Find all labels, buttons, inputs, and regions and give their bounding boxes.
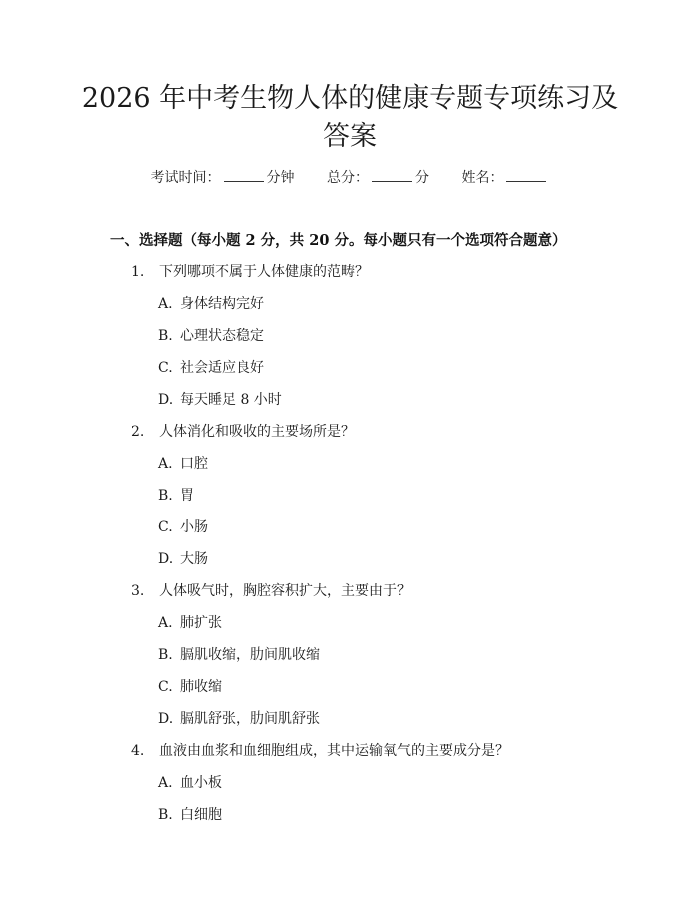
question-4-option-b — [158, 804, 222, 824]
option-letter: B. — [158, 328, 173, 344]
page-title-line-2: 答案 — [323, 121, 377, 152]
student-name-blank — [506, 169, 546, 182]
exam-time-label: 考试时间： — [150, 170, 221, 186]
option-letter: A. — [158, 456, 173, 472]
question-1-option-c — [158, 357, 264, 377]
question-2-option-d — [158, 548, 208, 568]
option-text: 小肠 — [180, 519, 208, 535]
question-3-option-d — [158, 708, 320, 728]
question-text: 下列哪项不属于人体健康的范畴？ — [159, 264, 369, 280]
option-letter: D. — [158, 392, 174, 408]
option-text: 社会适应良好 — [180, 360, 264, 376]
question-3-option-b — [158, 644, 320, 664]
question-1-option-b — [158, 325, 264, 345]
total-score-blank — [372, 169, 412, 182]
question-1-option-a — [158, 293, 264, 313]
total-score-label: 总分： — [327, 170, 369, 186]
exam-time-unit: 分钟 — [266, 170, 295, 186]
option-letter: D. — [158, 711, 174, 727]
question-number: 4. — [131, 743, 145, 759]
page-title-line-1: 2026 年中考生物人体的健康专题专项练习及 — [81, 83, 619, 114]
option-letter: A. — [158, 615, 173, 631]
option-text: 肺扩张 — [180, 615, 222, 631]
question-4-option-a — [158, 772, 222, 792]
section-heading: 一、选择题（每小题 2 分，共 20 分。每小题只有一个选项符合题意） — [110, 232, 567, 249]
option-text: 肺收缩 — [180, 679, 222, 695]
question-number: 2. — [131, 424, 145, 440]
option-text: 白细胞 — [180, 807, 222, 823]
student-name-field — [461, 167, 549, 187]
question-2-option-b — [158, 485, 194, 505]
question-3 — [131, 580, 411, 600]
total-score-field — [327, 167, 429, 187]
option-text: 膈肌收缩，肋间肌收缩 — [180, 647, 320, 663]
option-letter: C. — [158, 360, 173, 376]
question-2-option-a — [158, 453, 208, 473]
option-letter: C. — [158, 679, 173, 695]
option-text: 每天睡足 8 小时 — [180, 392, 282, 408]
student-name-label: 姓名： — [461, 170, 504, 186]
option-letter: A. — [158, 296, 173, 312]
exam-time-field — [151, 167, 295, 187]
option-text: 身体结构完好 — [180, 296, 264, 312]
option-text: 膈肌舒张，肋间肌舒张 — [180, 711, 320, 727]
question-number: 1. — [131, 264, 145, 280]
question-text: 人体吸气时，胸腔容积扩大，主要由于？ — [159, 583, 411, 599]
question-text: 血液由血浆和血细胞组成，其中运输氧气的主要成分是？ — [159, 743, 509, 759]
option-text: 口腔 — [180, 456, 208, 472]
option-text: 大肠 — [180, 551, 208, 567]
total-score-unit: 分 — [415, 170, 429, 186]
question-text: 人体消化和吸收的主要场所是？ — [159, 424, 355, 440]
option-text: 胃 — [180, 488, 194, 504]
question-1-option-d — [158, 389, 282, 409]
question-3-option-a — [158, 612, 222, 632]
question-4 — [131, 740, 509, 760]
question-1 — [131, 261, 369, 281]
option-letter: B. — [158, 488, 173, 504]
question-number: 3. — [131, 583, 145, 599]
option-letter: A. — [158, 775, 173, 791]
option-text: 心理状态稳定 — [180, 328, 264, 344]
exam-time-blank — [224, 169, 264, 182]
option-letter: D. — [158, 551, 174, 567]
option-letter: B. — [158, 807, 173, 823]
option-text: 血小板 — [180, 775, 222, 791]
exam-meta-row — [0, 167, 700, 187]
question-2 — [131, 421, 355, 441]
question-2-option-c — [158, 516, 208, 536]
option-letter: C. — [158, 519, 173, 535]
question-3-option-c — [158, 676, 222, 696]
option-letter: B. — [158, 647, 173, 663]
